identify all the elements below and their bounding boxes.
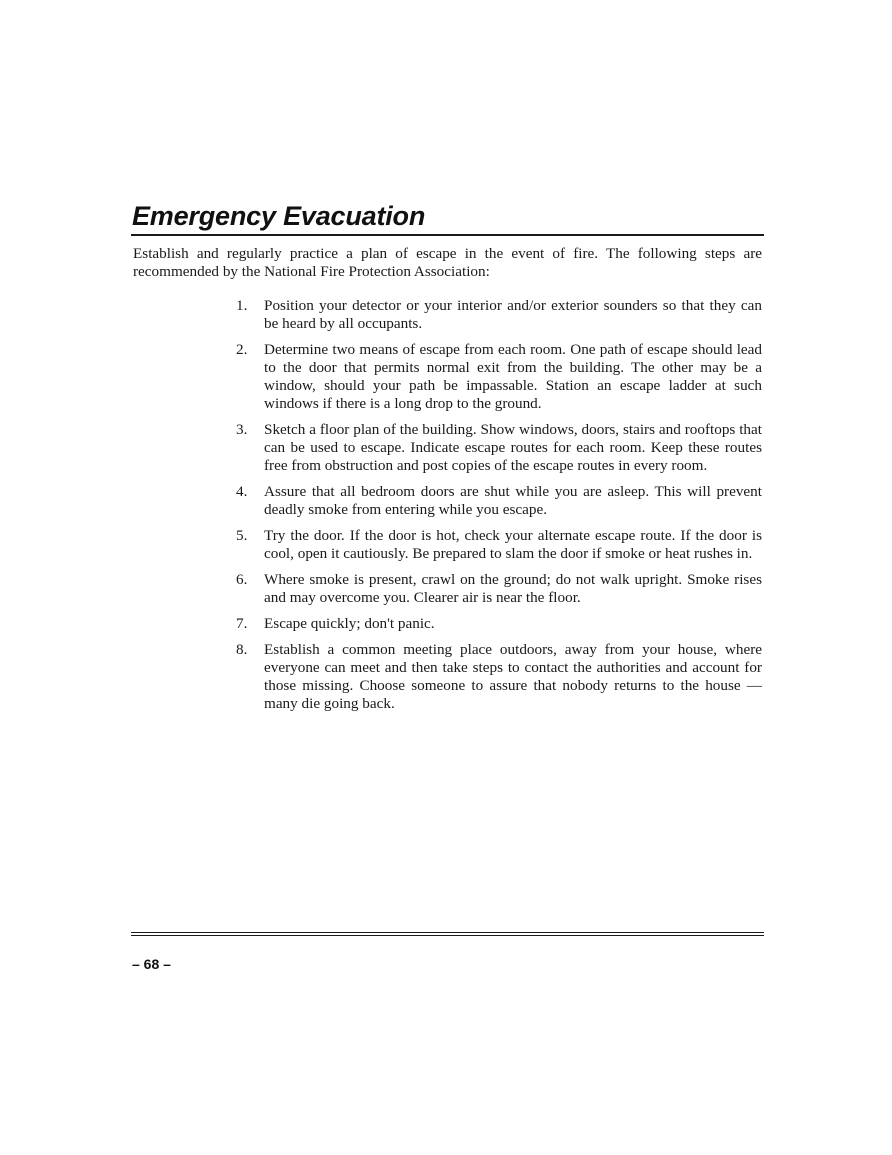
page-title: Emergency Evacuation: [132, 201, 426, 231]
step-number: 1.: [236, 297, 248, 314]
list-item: [236, 341, 762, 413]
step-text: Establish a common meeting place outdoors, away from your house, where everyone can meet and then take steps to contact the authorities and account for those missing. Choose someone to assure that nobody returns to the house — many die going back.: [264, 641, 762, 712]
title-rule: [131, 234, 764, 236]
list-item: [236, 571, 762, 607]
list-item: [236, 615, 762, 633]
evacuation-steps-list: [236, 297, 762, 721]
step-number: 5.: [236, 527, 248, 544]
step-text: Determine two means of escape from each room. One path of escape should lead to the door that permits normal exit from the building. The other may be a window, should your path be impassable. Station an escape ladder at such windows if there is a long drop to the ground.: [264, 341, 762, 412]
step-number: 7.: [236, 615, 248, 632]
page-number: – 68 –: [132, 956, 171, 972]
list-item: [236, 527, 762, 563]
list-item: [236, 641, 762, 713]
footer-rule-top: [131, 932, 764, 933]
step-text: Sketch a floor plan of the building. Show windows, doors, stairs and rooftops that can be used to escape. Indicate escape routes for each room. Keep these routes free from obstruction and post copies of the escape routes in every room.: [264, 421, 762, 474]
intro-paragraph: Establish and regularly practice a plan of escape in the event of fire. The following steps are recommended by the National Fire Protection Association:: [133, 245, 762, 280]
footer-rule-bottom: [131, 935, 764, 936]
step-number: 6.: [236, 571, 248, 588]
step-number: 2.: [236, 341, 248, 358]
step-text: Assure that all bedroom doors are shut while you are asleep. This will prevent deadly smoke from entering while you escape.: [264, 483, 762, 518]
step-number: 3.: [236, 421, 248, 438]
list-item: [236, 297, 762, 333]
list-item: [236, 483, 762, 519]
list-item: [236, 421, 762, 475]
step-text: Escape quickly; don't panic.: [264, 615, 435, 632]
step-text: Position your detector or your interior and/or exterior sounders so that they can be heard by all occupants.: [264, 297, 762, 332]
step-number: 4.: [236, 483, 248, 500]
step-text: Where smoke is present, crawl on the ground; do not walk upright. Smoke rises and may overcome you. Clearer air is near the floor.: [264, 571, 762, 606]
step-number: 8.: [236, 641, 248, 658]
step-text: Try the door. If the door is hot, check your alternate escape route. If the door is cool, open it cautiously. Be prepared to slam the door if smoke or heat rushes in.: [264, 527, 762, 562]
